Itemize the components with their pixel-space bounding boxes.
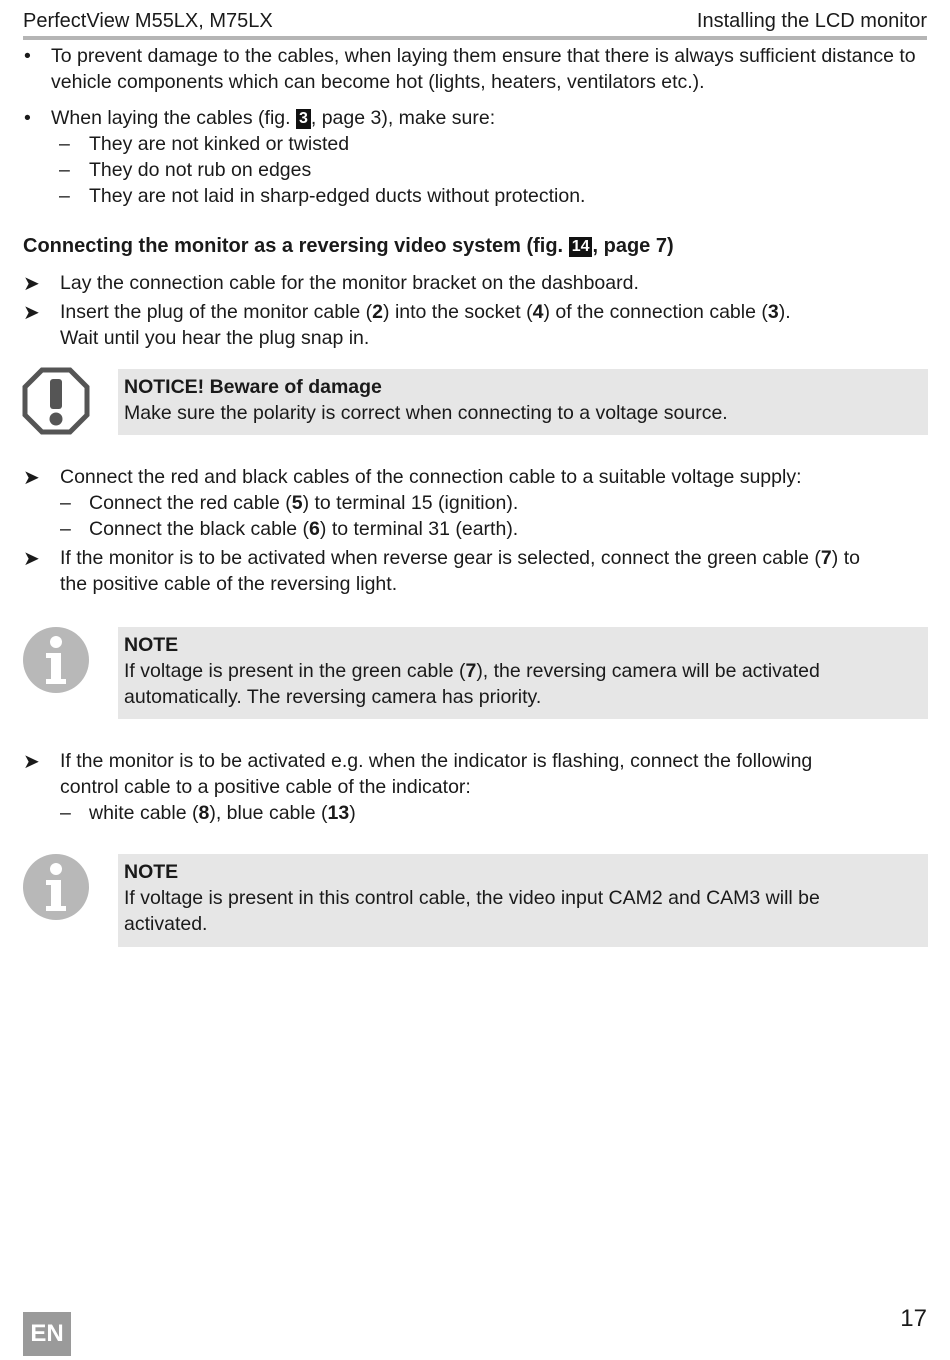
note-title: NOTE	[124, 634, 179, 656]
sub-item: – They are not kinked or twisted	[23, 131, 928, 157]
step-item: ➤ If the monitor is to be activated when reverse gear is selected, connect the green cable (7) to the positive cable of the reversing light.	[23, 545, 928, 597]
section-heading: Connecting the monitor as a reversing video system (fig. 14 , page 7)	[23, 235, 674, 257]
note-box	[118, 854, 928, 947]
bullet-list	[23, 43, 928, 209]
note-text: If voltage is present in the green cable (7), the reversing camera will be activated automatically. The reversing camera has priority.	[124, 660, 820, 708]
step-item: ➤ Connect the red and black cables of the connection cable to a suitable voltage supply:	[23, 464, 928, 490]
notice-text: Make sure the polarity is correct when connecting to a voltage source.	[124, 402, 728, 424]
language-tab: EN	[23, 1312, 71, 1356]
note-text: If voltage is present in this control cable, the video input CAM2 and CAM3 will be activated.	[124, 887, 820, 935]
step-item: ➤ Lay the connection cable for the monitor bracket on the dashboard.	[23, 270, 928, 296]
sub-item: – Connect the black cable (6) to terminal 31 (earth).	[23, 516, 928, 542]
notice-box	[118, 369, 928, 435]
note-title: NOTE	[124, 861, 179, 883]
step-item: ➤ If the monitor is to be activated e.g. when the indicator is flashing, connect the following control cable to a positive cable of the indicator:	[23, 748, 928, 800]
sub-item: – They are not laid in sharp-edged ducts without protection.	[23, 183, 928, 209]
bullet-item: • When laying the cables (fig. 3 , page 3), make sure:	[23, 105, 928, 131]
sub-item: – Connect the red cable (5) to terminal 15 (ignition).	[23, 490, 928, 516]
header-product: PerfectView M55LX, M75LX	[23, 10, 273, 32]
notice-title: NOTICE! Beware of damage	[124, 376, 382, 398]
info-icon	[22, 853, 90, 928]
steps-group-1	[23, 270, 928, 351]
info-icon	[22, 626, 90, 701]
page-number: 17	[900, 1305, 927, 1332]
sub-item: – white cable (8), blue cable (13)	[23, 800, 928, 826]
step-item: ➤ Insert the plug of the monitor cable (2) into the socket (4) of the connection cable (3). Wait until you hear the plug snap in.	[23, 299, 928, 351]
warning-octagon-icon	[22, 367, 90, 442]
steps-group-2	[23, 464, 928, 597]
figure-ref: 14	[569, 237, 593, 257]
figure-ref: 3	[296, 109, 311, 129]
note-box	[118, 627, 928, 719]
steps-group-3	[23, 748, 928, 826]
sub-item: – They do not rub on edges	[23, 157, 928, 183]
bullet-item: • To prevent damage to the cables, when laying them ensure that there is always sufficient distance to vehicle components which can become hot (lights, heaters, ventilators etc.).	[23, 43, 928, 95]
header-chapter: Installing the LCD monitor	[696, 10, 927, 32]
page-header	[23, 6, 927, 40]
